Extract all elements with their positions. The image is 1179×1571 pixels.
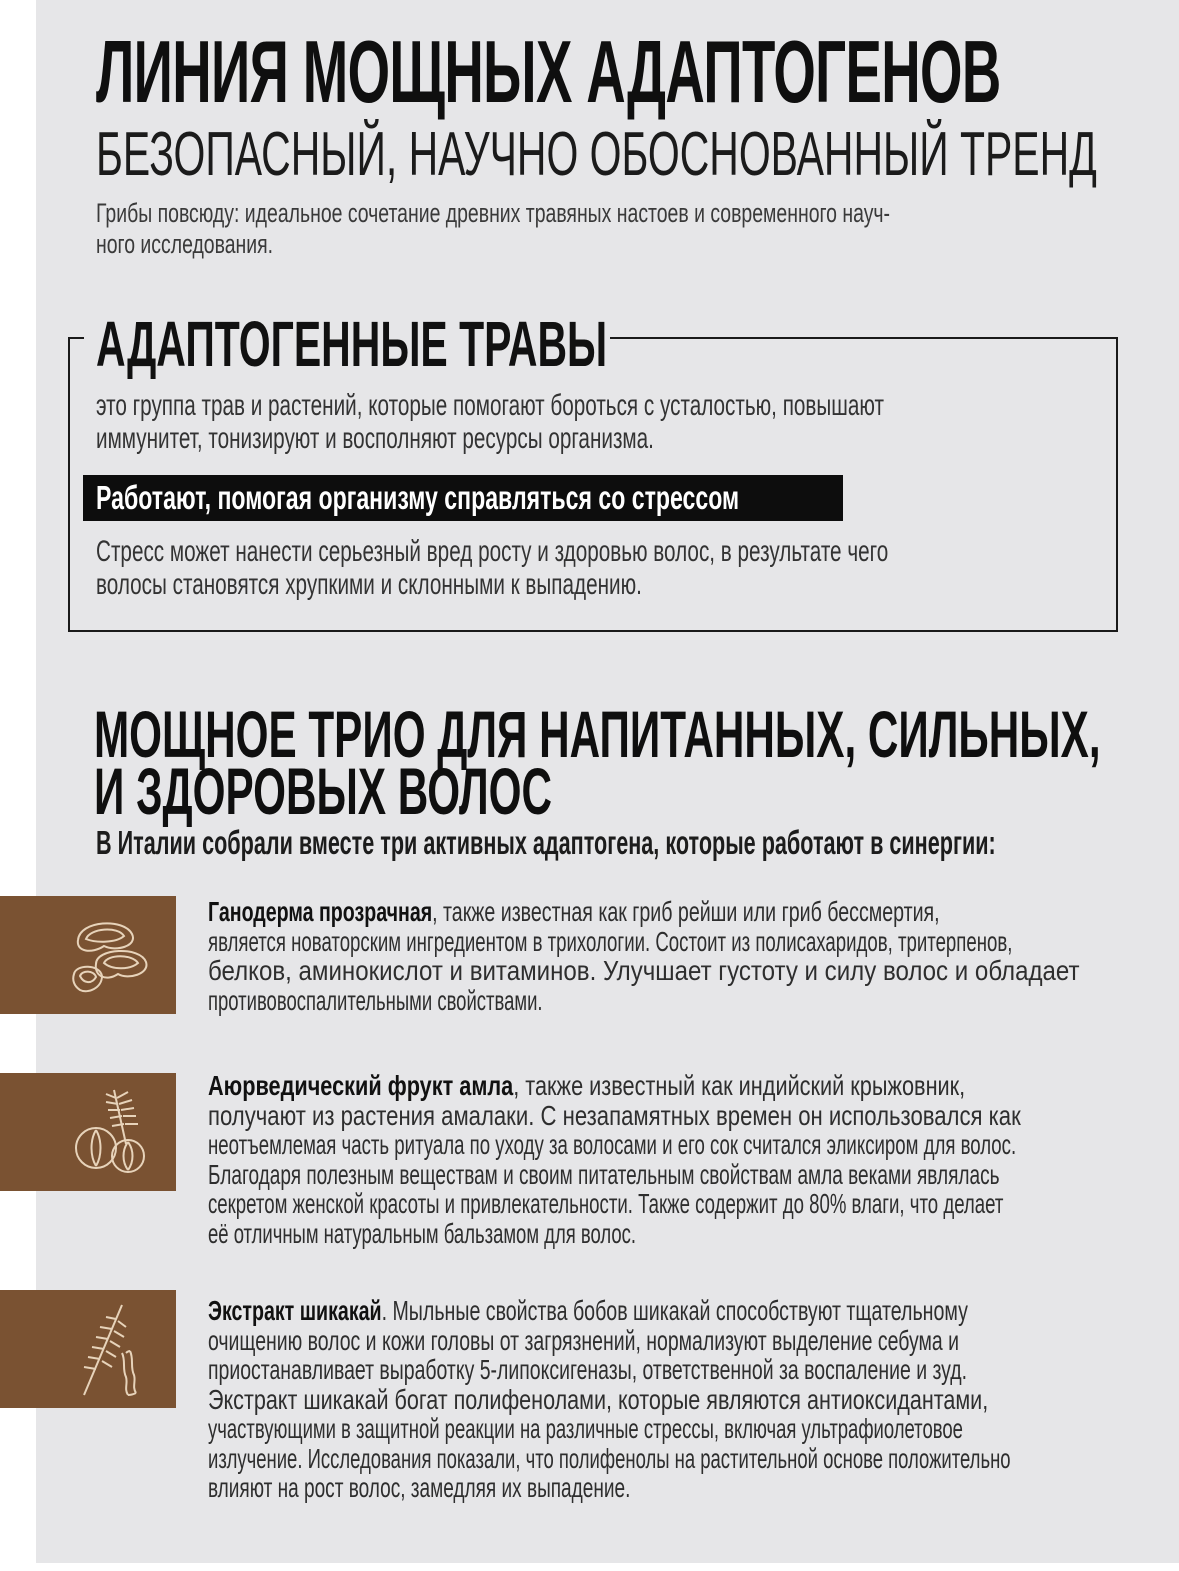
- frame-top-left: [68, 337, 84, 339]
- description-line: иммунитет, тонизируют и восполняют ресурсы организма.: [96, 422, 654, 455]
- item-text: . Мыльные свойства бобов шикакай способствуют тщательному: [381, 1295, 968, 1326]
- stress-line: волосы становятся хрупкими и склонными к выпадению.: [96, 568, 642, 601]
- item-line: получают из растения амалаки. С незапамятных времен он использовался как: [208, 1099, 1021, 1131]
- intro-line: ного исследования.: [96, 229, 274, 259]
- item-line: неотъемлемая часть ритуала по уходу за волосами и его сок считался эликсиром для волос.: [208, 1129, 1017, 1160]
- item-first-line: [208, 896, 940, 927]
- item-first-line: [208, 1070, 966, 1101]
- shikakai-description: [208, 1296, 1120, 1503]
- amla-tab: [0, 1073, 176, 1191]
- item-line: её отличным натуральным бальзамом для волос.: [208, 1217, 637, 1249]
- ganoderma-description: [208, 897, 1120, 1015]
- item-line: участвующими в защитной реакции на различные стрессы, включая ультрафиолетовое: [208, 1413, 963, 1444]
- main-title: ЛИНИЯ МОЩНЫХ АДАПТОГЕНОВ: [96, 22, 1001, 121]
- ingredient-name: Ганодерма прозрачная: [208, 896, 433, 927]
- item-line: приостанавливает выработку 5-липоксигеназы, ответственной за воспаление и зуд.: [208, 1354, 968, 1385]
- amla-fruit-icon: [66, 1084, 156, 1180]
- adaptogen-title: АДАПТОГЕННЫЕ ТРАВЫ: [96, 308, 608, 380]
- item-text: , также известная как гриб рейши или гриб бессмертия,: [432, 896, 940, 927]
- shikakai-tab: [0, 1290, 176, 1408]
- trio-title-line-1: МОЩНОЕ ТРИО ДЛЯ НАПИТАННЫХ, СИЛЬНЫХ,: [94, 697, 1101, 771]
- description-line: это группа трав и растений, которые помогают бороться с усталостью, повышают: [96, 389, 884, 422]
- stress-paragraph: [96, 535, 1126, 601]
- highlight-text: Работают, помогая организму справляться со стрессом: [96, 479, 740, 516]
- item-text: , также известный как индийский крыжовник,: [513, 1070, 966, 1101]
- frame-top-right: [610, 337, 1118, 339]
- item-line: является новаторским ингредиентом в трихологии. Состоит из полисахаридов, тритерпенов,: [208, 925, 1013, 957]
- subtitle: БЕЗОПАСНЫЙ, НАУЧНО ОБОСНОВАННЫЙ ТРЕНД: [96, 120, 1097, 189]
- item-line: Благодаря полезным веществам и своим питательным свойствам амла веками являлась: [208, 1158, 1000, 1190]
- item-line: влияют на рост волос, замедляя их выпадение.: [208, 1472, 631, 1503]
- trio-lead: В Италии собрали вместе три активных адаптогена, которые работают в синергии:: [96, 824, 996, 861]
- ingredient-name: Аюрведический фрукт амла: [208, 1070, 514, 1101]
- item-line: очищению волос и кожи головы от загрязнений, нормализуют выделение себума и: [208, 1324, 959, 1356]
- amla-description: [208, 1071, 1120, 1248]
- item-line: секретом женской красоты и привлекательности. Также содержит до 80% влаги, что делает: [208, 1188, 1004, 1219]
- adaptogen-description: [96, 389, 1126, 455]
- item-line: противовоспалительными свойствами.: [208, 984, 543, 1016]
- item-line: белков, аминокислот и витаминов. Улучшает густоту и силу волос и обладает: [208, 955, 1080, 986]
- item-first-line: [208, 1295, 968, 1326]
- ganoderma-tab: [0, 896, 176, 1014]
- intro-line: Грибы повсюду: идеальное сочетание древних травяных настоев и современного науч-: [96, 198, 891, 228]
- reishi-mushroom-icon: [66, 910, 156, 1000]
- trio-title-line-2: И ЗДОРОВЫХ ВОЛОС: [94, 754, 552, 828]
- intro-paragraph: [96, 198, 1120, 260]
- item-line: Экстракт шикакай богат полифенолами, которые являются антиоксидантами,: [208, 1383, 989, 1415]
- shikakai-pods-icon: [66, 1299, 156, 1399]
- item-line: излучение. Исследования показали, что полифенолы на растительной основе положительно: [208, 1442, 1011, 1474]
- ingredient-name: Экстракт шикакай: [208, 1295, 382, 1326]
- stress-line: Стресс может нанести серьезный вред росту и здоровью волос, в результате чего: [96, 535, 889, 568]
